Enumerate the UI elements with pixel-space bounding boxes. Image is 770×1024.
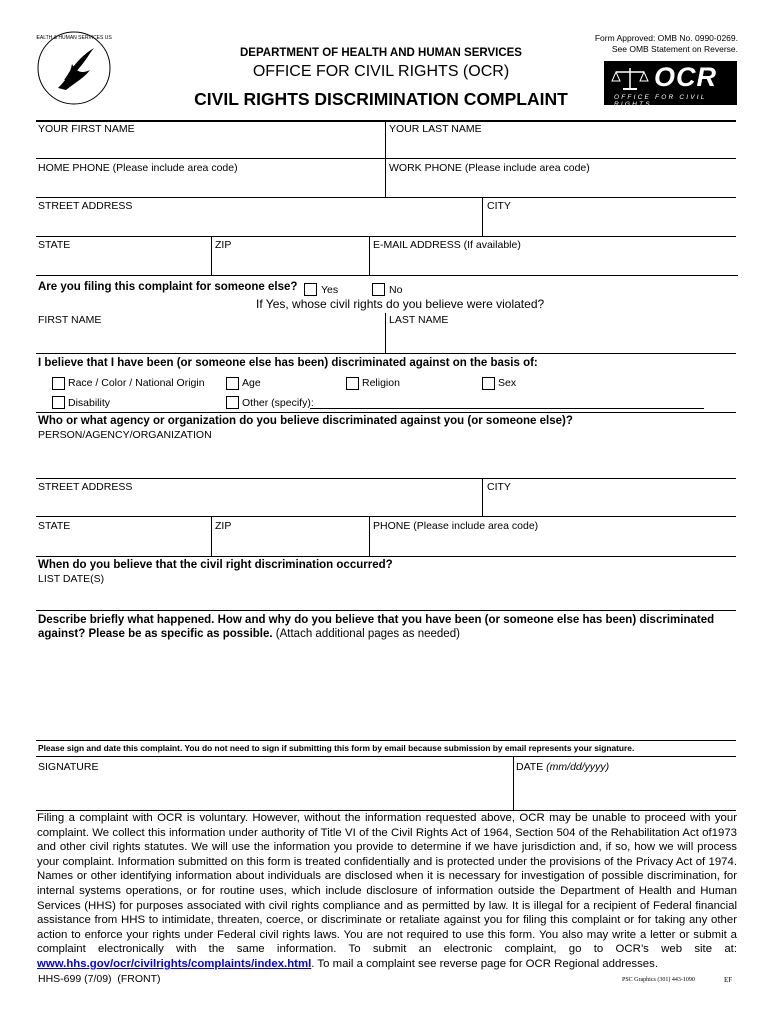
notice-text: Filing a complaint with OCR is voluntary. However, without the information requested above, OCR may be unable to proceed with your complaint. We collect this information under authority of Title VI of the Civil Rights Act of 1964, Section 504 of the Rehabilitation Act of1973 and other civil rights statutes. We will use the information you provide to determine if we have jurisdiction and, if so, how we will process your complaint. Information submitted on this form is treated confidentially and is protected under the provisions of the Privacy Act of 1974. Names or other identifying information about individuals are disclosed when it is necessary for investigation of possible discrimination, for internal systems operations, or for routine uses, which include disclosure of information outside the Department of Health and Human Services (HHS) for purposes associated with civil rights compliance and as permitted by law. It is illegal for a recipient of Federal financial assistance from HHS to intimidate, threaten, coerce, or discriminate or retaliate against you for filing this complaint or for taking any other action to enforce your rights under Federal civil rights laws. You are not required to use this form. You also may write a letter or submit a complaint electronically with the same information. To submit an electronic complaint, go to OCR’s web site at: <box>37 812 737 956</box>
date-label <box>516 761 609 773</box>
other-specify-field[interactable] <box>310 396 704 409</box>
date-field[interactable] <box>514 775 736 809</box>
basis-question: I believe that I have been (or someone else has been) discriminated against on the basis of: <box>38 357 538 369</box>
disability-checkbox[interactable] <box>52 396 65 409</box>
followup-question: If Yes, whose civil rights do you believe were violated? <box>256 297 545 311</box>
omb-line-1: Form Approved: OMB No. 0990-0269. <box>594 33 738 43</box>
signature-instruction: Please sign and date this complaint. You do not need to sign if submitting this form by email because submission by email represents your signature. <box>38 743 635 753</box>
agency-street-field[interactable] <box>36 494 481 516</box>
race-checkbox[interactable] <box>52 377 65 390</box>
describe-note: (Attach additional pages as needed) <box>275 628 460 640</box>
omb-line-2: See OMB Statement on Reverse. <box>611 44 738 54</box>
department-name: DEPARTMENT OF HEALTH AND HUMAN SERVICES <box>240 47 522 59</box>
rule <box>36 556 736 557</box>
dates-field[interactable] <box>36 587 736 609</box>
ocr-logo-text: OCR <box>654 62 717 92</box>
describe-question <box>38 613 738 641</box>
date-label-text: DATE <box>516 761 544 773</box>
rule <box>36 756 736 757</box>
org-field[interactable] <box>36 443 736 477</box>
other-checkbox[interactable] <box>226 396 239 409</box>
work-phone-label: WORK PHONE (Please include area code) <box>389 162 590 174</box>
home-phone-field[interactable] <box>36 175 384 197</box>
rule <box>36 516 736 517</box>
last-name-field[interactable] <box>386 136 736 158</box>
rule <box>36 740 736 741</box>
office-name: OFFICE FOR CIVIL RIGHTS (OCR) <box>252 63 510 80</box>
email-field[interactable] <box>370 252 736 274</box>
date-format: (mm/dd/yyyy) <box>546 761 610 773</box>
signature-field[interactable] <box>36 775 512 809</box>
yes-checkbox[interactable] <box>304 283 317 296</box>
religion-checkbox[interactable] <box>346 377 359 390</box>
rule <box>36 158 736 159</box>
street-address-label: STREET ADDRESS <box>38 200 133 212</box>
other-last-name-label: LAST NAME <box>389 314 449 326</box>
describe-question-text: Describe briefly what happened. How and why do you believe that you have been (or someone else has been) discriminated against? Please be as specific as possible. <box>38 614 715 640</box>
other-first-name-label: FIRST NAME <box>38 314 102 326</box>
no-label: No <box>389 284 403 296</box>
yes-label: Yes <box>321 284 339 296</box>
race-label: Race / Color / National Origin <box>68 377 205 389</box>
ocr-complaints-link[interactable]: www.hhs.gov/ocr/civilrights/complaints/index.html <box>37 957 312 970</box>
form-number: HHS-699 (7/09) (FRONT) <box>38 973 161 985</box>
other-first-name-field[interactable] <box>36 328 384 352</box>
agency-state-field[interactable] <box>36 533 210 555</box>
sex-checkbox[interactable] <box>482 377 495 390</box>
agency-phone-label: PHONE (Please include area code) <box>373 520 539 532</box>
ocr-logo <box>604 61 737 108</box>
rule <box>36 236 736 237</box>
age-checkbox[interactable] <box>226 377 239 390</box>
age-label: Age <box>242 377 261 389</box>
agency-zip-label: ZIP <box>215 520 232 532</box>
city-field[interactable] <box>483 213 736 235</box>
first-name-label: YOUR FIRST NAME <box>38 123 135 135</box>
other-last-name-field[interactable] <box>386 328 736 352</box>
agency-state-label: STATE <box>38 520 71 532</box>
form-title: CIVIL RIGHTS DISCRIMINATION COMPLAINT <box>194 89 568 109</box>
rule <box>36 610 736 611</box>
email-label: E-MAIL ADDRESS (If available) <box>373 239 521 251</box>
rule <box>36 197 736 198</box>
ef-mark: EF <box>724 976 733 984</box>
rule <box>36 275 738 276</box>
when-question: When do you believe that the civil right discrimination occurred? <box>38 559 393 571</box>
street-address-field[interactable] <box>36 213 481 235</box>
agency-question: Who or what agency or organization do you believe discriminated against you (or someone else)? <box>38 415 573 427</box>
religion-label: Religion <box>362 377 400 389</box>
filing-for-other-question: Are you filing this complaint for someone else? <box>38 281 298 293</box>
home-phone-label: HOME PHONE (Please include area code) <box>38 162 238 174</box>
graphics-credit: PSC Graphics (301) 443-1090 <box>622 977 695 983</box>
zip-label: ZIP <box>215 239 232 251</box>
signature-label: SIGNATURE <box>38 761 99 773</box>
rule <box>36 353 736 354</box>
agency-city-field[interactable] <box>483 494 736 516</box>
seal-text: HEALTH & HUMAN SERVICES USA <box>36 35 112 41</box>
ocr-logo-caption: OFFICE FOR CIVIL RIGHTS <box>614 94 707 108</box>
agency-zip-field[interactable] <box>212 533 368 555</box>
rule <box>36 478 736 479</box>
disability-label: Disability <box>68 397 111 409</box>
city-label: CITY <box>487 200 511 212</box>
last-name-label: YOUR LAST NAME <box>389 123 482 135</box>
org-label: PERSON/AGENCY/ORGANIZATION <box>38 429 212 441</box>
first-name-field[interactable] <box>36 136 384 158</box>
privacy-notice <box>37 811 737 972</box>
state-label: STATE <box>38 239 71 251</box>
agency-street-label: STREET ADDRESS <box>38 481 133 493</box>
state-field[interactable] <box>36 252 210 274</box>
notice-after-link: . To mail a complaint see reverse page for OCR Regional addresses. <box>311 957 659 970</box>
agency-city-label: CITY <box>487 481 511 493</box>
sex-label: Sex <box>498 377 517 389</box>
no-checkbox[interactable] <box>372 283 385 296</box>
description-field[interactable] <box>36 645 736 739</box>
work-phone-field[interactable] <box>386 175 736 197</box>
dates-label: LIST DATE(S) <box>38 573 105 585</box>
agency-phone-field[interactable] <box>370 533 736 555</box>
rule <box>36 120 736 122</box>
zip-field[interactable] <box>212 252 368 274</box>
rule <box>36 412 736 413</box>
other-label: Other (specify): <box>242 397 314 409</box>
